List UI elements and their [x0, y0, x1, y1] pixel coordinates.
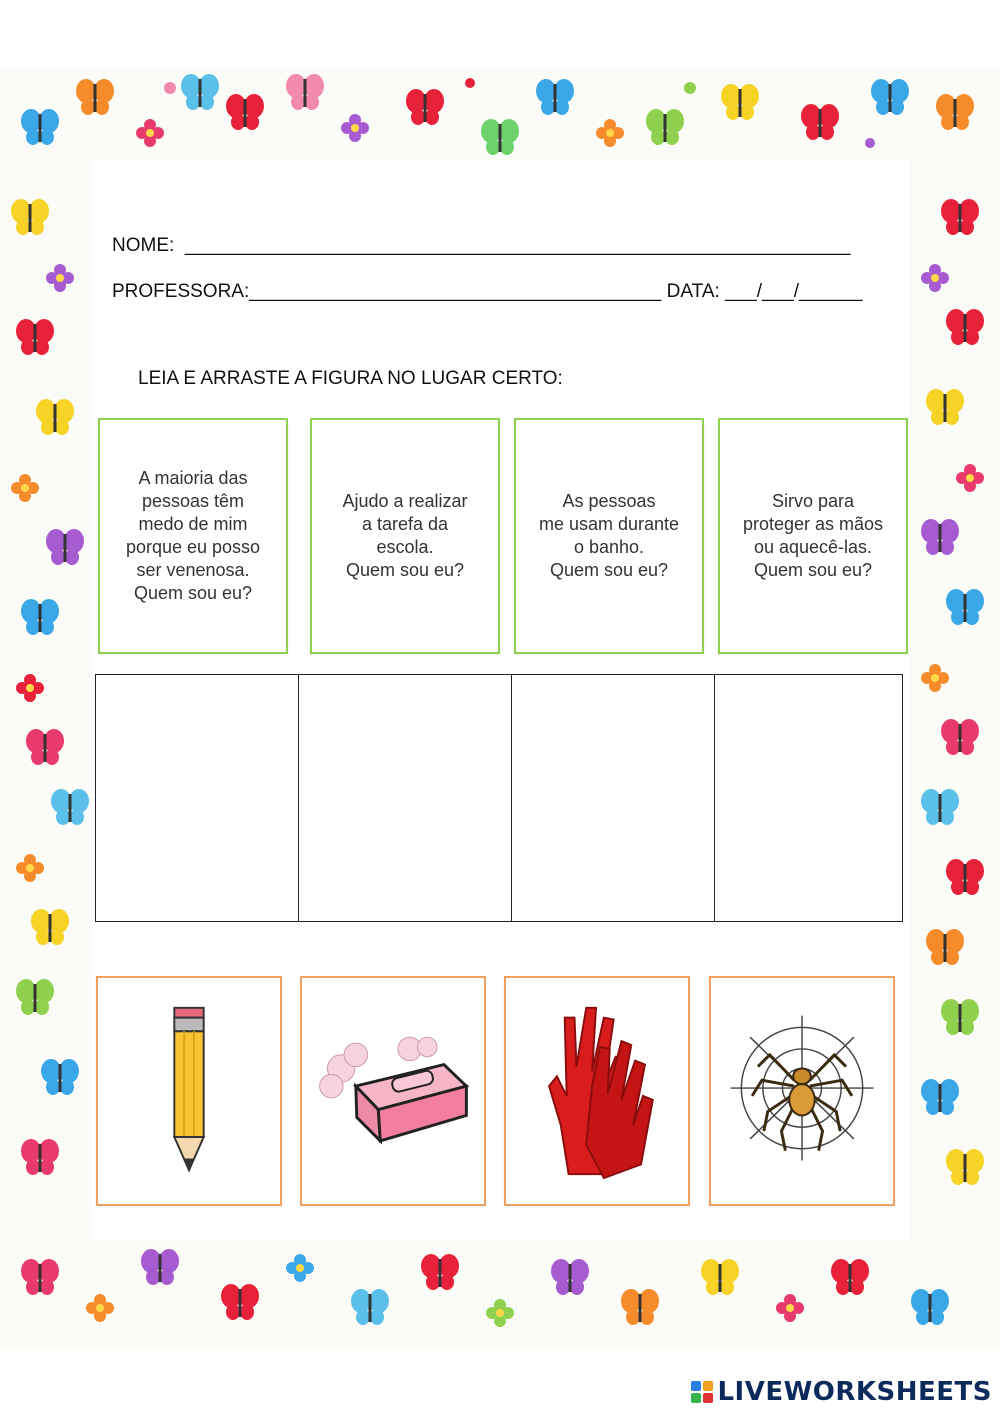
clue-card-pencil — [310, 418, 500, 654]
liveworksheets-logo — [691, 1377, 992, 1407]
draggable-pencil-card[interactable] — [96, 976, 282, 1206]
instruction-text: LEIA E ARRASTE A FIGURA NO LUGAR CERTO: — [138, 368, 563, 389]
clue-card-spider — [98, 418, 288, 654]
brand-name: LIVEWORKSHEETS — [717, 1377, 992, 1407]
drop-zone-1[interactable] — [96, 675, 299, 921]
drop-zone-3[interactable] — [512, 675, 715, 921]
clue-text: A maioria das pessoas têm medo de mim porque eu posso ser venenosa. Quem sou eu? — [125, 468, 261, 603]
drop-zone-4[interactable] — [715, 675, 902, 921]
clue-card-soap — [514, 418, 704, 654]
drop-zone-2[interactable] — [299, 675, 512, 921]
logo-icon — [691, 1381, 713, 1403]
draggable-spider-card[interactable] — [709, 976, 895, 1206]
clue-text: Ajudo a realizar a tarefa da escola. Quem sou eu? — [342, 491, 468, 580]
gloves-icon — [506, 978, 688, 1204]
answer-drop-table — [95, 674, 903, 922]
draggable-soap-card[interactable] — [300, 976, 486, 1206]
name-field[interactable]: NOME: _______________________________________________________________ — [112, 235, 851, 256]
pencil-icon — [98, 978, 280, 1204]
clue-text: As pessoas me usam durante o banho. Quem sou eu? — [538, 491, 680, 580]
spider-icon — [711, 978, 893, 1204]
draggable-gloves-card[interactable] — [504, 976, 690, 1206]
clue-card-gloves — [718, 418, 908, 654]
clue-text: Sirvo para proteger as mãos ou aquecê-las. Quem sou eu? — [742, 491, 884, 580]
soap-icon — [302, 978, 484, 1204]
teacher-date-field[interactable]: PROFESSORA:_______________________________________ DATA: ___/___/______ — [112, 281, 863, 302]
